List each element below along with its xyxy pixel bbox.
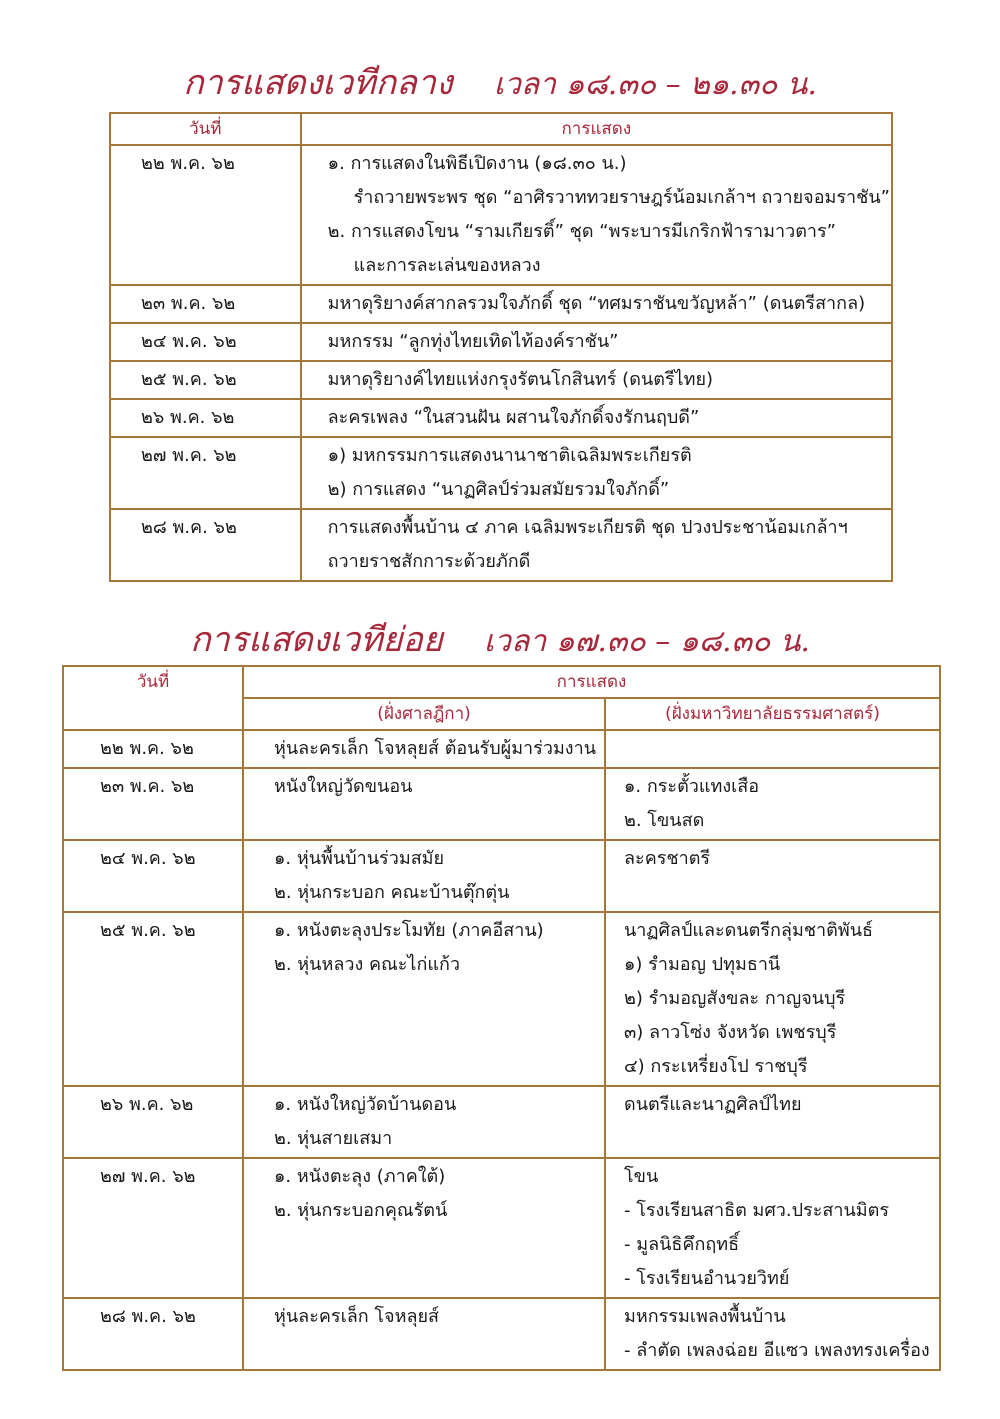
row-date: ๒๔ พ.ค. ๖๒ — [110, 323, 301, 361]
performance-line: ๓) ลาวโซ่ง จังหวัด เพชรบุรี — [624, 1022, 837, 1043]
performance-line: และการละเล่นของหลวง — [353, 255, 541, 276]
row-right-performance — [605, 912, 940, 1086]
performance-line: ละครชาตรี — [624, 848, 711, 869]
row-left-performance — [243, 912, 605, 1086]
performance-line: ๒. หุ่นหลวง คณะไก่แก้ว — [274, 954, 460, 975]
performance-line: มหาดุริยางค์สากลรวมใจภักดิ์ ชุด “ทศมราชันขวัญหล้า” (ดนตรีสากล) — [327, 293, 866, 314]
small-stage-title: การแสดงเวทีย่อย — [190, 620, 443, 660]
performance-line: ๑) รำมอญ ปทุมธานี — [624, 954, 781, 975]
main-stage-heading — [0, 55, 1000, 109]
header-performance: การแสดง — [243, 666, 940, 698]
row-right-performance — [605, 1086, 940, 1158]
row-left-performance — [243, 768, 605, 840]
table-row — [110, 399, 892, 437]
main-stage-rows — [110, 145, 892, 581]
row-left-performance — [243, 1298, 605, 1370]
main-stage-table — [109, 112, 893, 582]
row-left-performance — [243, 1158, 605, 1298]
performance-line: นาฏศิลป์และดนตรีกลุ่มชาติพันธ์ — [624, 920, 873, 941]
table-row — [63, 1298, 940, 1370]
row-performance — [301, 399, 892, 437]
table-row — [110, 437, 892, 509]
row-right-performance — [605, 768, 940, 840]
table-row — [110, 361, 892, 399]
header-left-side: (ฝั่งศาลฎีกา) — [243, 698, 605, 730]
row-date: ๒๗ พ.ค. ๖๒ — [110, 437, 301, 509]
performance-line: การแสดงพื้นบ้าน ๔ ภาค เฉลิมพระเกียรติ ชุด ปวงประชาน้อมเกล้าฯ — [327, 517, 848, 538]
row-performance — [301, 323, 892, 361]
performance-line: ดนตรีและนาฏศิลป์ไทย — [624, 1094, 802, 1115]
performance-line: มหาดุริยางค์ไทยแห่งกรุงรัตนโกสินทร์ (ดนตรีไทย) — [327, 369, 714, 390]
performance-line: ๒. หุ่นกระบอก คณะบ้านตุ๊กตุ่น — [274, 882, 510, 903]
performance-line: ๑. กระตั้วแทงเสือ — [624, 776, 760, 797]
performance-line: ๑. หนังตะลุง (ภาคใต้) — [274, 1166, 446, 1187]
row-performance — [301, 361, 892, 399]
performance-line: มหกรรม “ลูกทุ่งไทยเทิดไท้องค์ราชัน” — [327, 331, 619, 352]
row-date: ๒๖ พ.ค. ๖๒ — [63, 1086, 243, 1158]
small-stage-rows — [63, 730, 940, 1370]
row-right-performance — [605, 1298, 940, 1370]
performance-line: หุ่นละครเล็ก โจหลุยส์ ต้อนรับผู้มาร่วมงาน — [274, 738, 597, 759]
row-performance — [301, 509, 892, 581]
performance-line: - โรงเรียนอำนวยวิทย์ — [624, 1268, 790, 1289]
row-performance — [301, 437, 892, 509]
main-stage-time: เวลา ๑๘.๓๐ – ๒๑.๓๐ น. — [493, 67, 817, 102]
row-right-performance — [605, 1158, 940, 1298]
row-date: ๒๖ พ.ค. ๖๒ — [110, 399, 301, 437]
table-row — [63, 768, 940, 840]
row-date: ๒๒ พ.ค. ๖๒ — [110, 145, 301, 285]
header-performance: การแสดง — [301, 113, 892, 145]
performance-line: โขน — [624, 1166, 659, 1187]
small-stage-time: เวลา ๑๗.๓๐ – ๑๘.๓๐ น. — [483, 624, 810, 659]
table-row — [63, 912, 940, 1086]
performance-line: ๒. หุ่นกระบอกคุณรัตน์ — [274, 1200, 448, 1221]
table-row — [110, 145, 892, 285]
performance-line: ๑) มหกรรมการแสดงนานาชาติเฉลิมพระเกียรติ — [327, 445, 692, 466]
row-date: ๒๕ พ.ค. ๖๒ — [63, 912, 243, 1086]
table-row — [110, 509, 892, 581]
header-date: วันที่ — [110, 113, 301, 145]
performance-line: ๑. หุ่นพื้นบ้านร่วมสมัย — [274, 848, 445, 869]
row-date: ๒๓ พ.ค. ๖๒ — [110, 285, 301, 323]
performance-line: ๔) กระเหรี่ยงโป ราชบุรี — [624, 1056, 808, 1077]
small-stage-heading — [0, 612, 1000, 666]
table-row — [110, 323, 892, 361]
performance-line: หนังใหญ่วัดขนอน — [274, 776, 413, 797]
row-left-performance — [243, 840, 605, 912]
performance-line: ๒. การแสดงโขน “รามเกียรติ์” ชุด “พระบารมีเกริกฟ้ารามาวตาร” — [327, 221, 836, 242]
performance-line: หุ่นละครเล็ก โจหลุยส์ — [274, 1306, 440, 1327]
table-row — [63, 1158, 940, 1298]
performance-line: ๒) การแสดง “นาฏศิลป์ร่วมสมัยรวมใจภักดิ์” — [327, 479, 670, 500]
main-stage-title: การแสดงเวทีกลาง — [183, 63, 453, 103]
row-date: ๒๒ พ.ค. ๖๒ — [63, 730, 243, 768]
header-date: วันที่ — [63, 666, 243, 730]
performance-line: ๒) รำมอญสังขละ กาญจนบุรี — [624, 988, 846, 1009]
row-right-performance — [605, 840, 940, 912]
row-date: ๒๕ พ.ค. ๖๒ — [110, 361, 301, 399]
table-row — [63, 1086, 940, 1158]
header-right-side: (ฝั่งมหาวิทยาลัยธรรมศาสตร์) — [605, 698, 940, 730]
performance-line: - โรงเรียนสาธิต มศว.ประสานมิตร — [624, 1200, 890, 1221]
small-stage-table — [62, 665, 941, 1371]
performance-line: ๑. หนังตะลุงประโมทัย (ภาคอีสาน) — [274, 920, 544, 941]
row-left-performance — [243, 1086, 605, 1158]
table-row — [110, 285, 892, 323]
performance-line: ๒. หุ่นสายเสมา — [274, 1128, 393, 1149]
performance-line: - มูลนิธิคึกฤทธิ์ — [624, 1234, 740, 1255]
row-left-performance — [243, 730, 605, 768]
row-performance — [301, 145, 892, 285]
row-date: ๒๘ พ.ค. ๖๒ — [110, 509, 301, 581]
performance-line: รำถวายพระพร ชุด “อาศิรวาททวยราษฎร์น้อมเกล้าฯ ถวายจอมราชัน” — [353, 187, 890, 208]
table-row — [63, 840, 940, 912]
performance-line: ละครเพลง “ในสวนฝัน ผสานใจภักดิ์จงรักนฤบดี” — [327, 407, 700, 428]
row-date: ๒๘ พ.ค. ๖๒ — [63, 1298, 243, 1370]
row-date: ๒๗ พ.ค. ๖๒ — [63, 1158, 243, 1298]
performance-line: ๒. โขนสด — [624, 810, 705, 831]
row-performance — [301, 285, 892, 323]
performance-line: ถวายราชสักการะด้วยภักดี — [327, 551, 531, 572]
table-row — [63, 730, 940, 768]
row-right-performance — [605, 730, 940, 768]
row-date: ๒๓ พ.ค. ๖๒ — [63, 768, 243, 840]
performance-line: มหกรรมเพลงพื้นบ้าน — [624, 1306, 786, 1327]
row-date: ๒๔ พ.ค. ๖๒ — [63, 840, 243, 912]
performance-line: ๑. หนังใหญ่วัดบ้านดอน — [274, 1094, 457, 1115]
performance-line: ๑. การแสดงในพิธีเปิดงาน (๑๘.๓๐ น.) — [327, 153, 627, 174]
performance-line: - ลำตัด เพลงฉ่อย อีแซว เพลงทรงเครื่อง — [624, 1340, 930, 1361]
